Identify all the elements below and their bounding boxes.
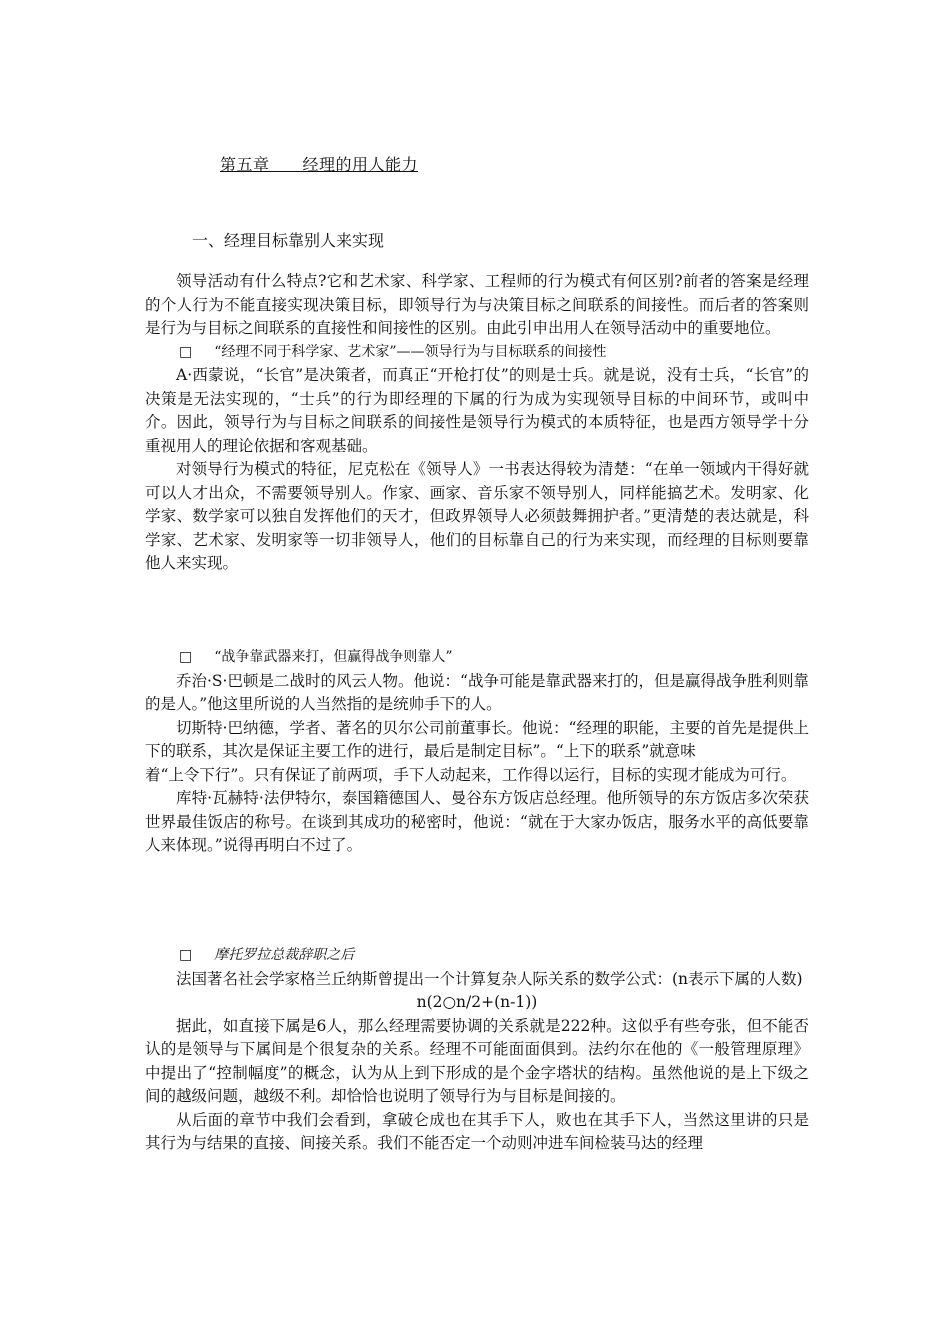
subheading-text: 摩托罗拉总裁辞职之后	[214, 947, 355, 963]
chapter-title: 第五章 经理的用人能力	[220, 155, 419, 174]
checkbox-bullet-icon: □	[179, 343, 193, 360]
paragraph-continuation: 着“上令下行”。只有保证了前两项，手下人动起来，工作得以运行，目标的实现才能成为可行。	[145, 765, 797, 784]
paragraph: 对领导行为模式的特征，尼克松在《领导人》一书表达得较为清楚：“在单一领域内干得好就可以人才出众，不需要领导别人。作家、画家、音乐家不领导别人，同样能搞艺术。发明家、化学家、数学家可以独自发挥他们的天才，但政界领导人必须鼓舞拥护者。”更清楚的表达就是，科学家、艺术家、发明家等一切非领导人，他们的目标靠自己的行为来实现，而经理的目标则要靠他人来实现。	[145, 460, 809, 572]
subheading-2	[145, 646, 809, 670]
subheading-1	[145, 341, 809, 365]
paragraph: 切斯特·巴纳德，学者、著名的贝尔公司前董事长。他说：“经理的职能，主要的首先是提供上下的联系，其次是保证主要工作的进行，最后是制定目标”。“上下的联系”就意味	[145, 718, 809, 760]
subheading-text: “战争靠武器来打，但赢得战争则靠人”	[214, 649, 453, 665]
body-block-2	[145, 646, 809, 858]
checkbox-bullet-icon: □	[179, 947, 193, 963]
paragraph: 从后面的章节中我们会看到，拿破仑成也在其手下人，败也在其手下人，当然这里讲的只是其行为与结果的直接、间接关系。我们不能否定一个动则冲进车间检装马达的经理	[145, 1110, 809, 1152]
body-block-3	[145, 944, 809, 1156]
subheading-3	[145, 944, 809, 968]
body-block-1	[145, 270, 809, 576]
paragraph: 库特·瓦赫特·法伊特尔，泰国籍德国人、曼谷东方饭店总经理。他所领导的东方饭店多次荣获世界最佳饭店的称号。在谈到其成功的秘密时，他说：“就在于大家办饭店，服务水平的高低要靠人来体现。”说得再明白不过了。	[145, 789, 809, 854]
paragraph: 据此，如直接下属是6人，那么经理需要协调的关系就是222种。这似乎有些夸张，但不能否认的是领导与下属间是个很复杂的关系。经理不可能面面俱到。法约尔在他的《一般管理原理》中提出了“控制幅度”的概念，认为从上到下形成的是个金字塔状的结构。虽然他说的是上下级之间的越级问题，越级不利。却恰恰也说明了领导行为与目标是间接的。	[145, 1016, 809, 1105]
checkbox-bullet-icon: □	[179, 649, 193, 665]
subheading-text: “经理不同于科学家、艺术家”——领导行为与目标联系的间接性	[214, 343, 607, 360]
section-title: 一、经理目标靠别人来实现	[192, 231, 385, 250]
paragraph: 乔治·S·巴顿是二战时的风云人物。他说：“战争可能是靠武器来打的，但是赢得战争胜利则靠的是人。”他这里所说的人当然指的是统帅手下的人。	[145, 671, 809, 713]
formula: n(2○n/2+(n-1))	[416, 993, 538, 1011]
paragraph: A·西蒙说，“长官”是决策者，而真正“开枪打仗”的则是士兵。就是说，没有士兵，“长官”的决策是无法实现的，“士兵”的行为即经理的下属的行为成为实现领导目标的中间环节，或叫中介。因此，领导行为与目标之间联系的间接性是领导行为模式的本质特征，也是西方领导学十分重视用人的理论依据和客观基础。	[145, 366, 809, 455]
paragraph: 法国著名社会学家格兰丘纳斯曾提出一个计算复杂人际关系的数学公式：(n表示下属的人数)	[176, 969, 803, 988]
paragraph: 领导活动有什么特点?它和艺术家、科学家、工程师的行为模式有何区别?前者的答案是经理的个人行为不能直接实现决策目标，即领导行为与决策目标之间联系的间接性。而后者的答案则是行为与目标之间联系的直接性和间接性的区别。由此引申出用人在领导活动中的重要地位。	[145, 272, 809, 337]
